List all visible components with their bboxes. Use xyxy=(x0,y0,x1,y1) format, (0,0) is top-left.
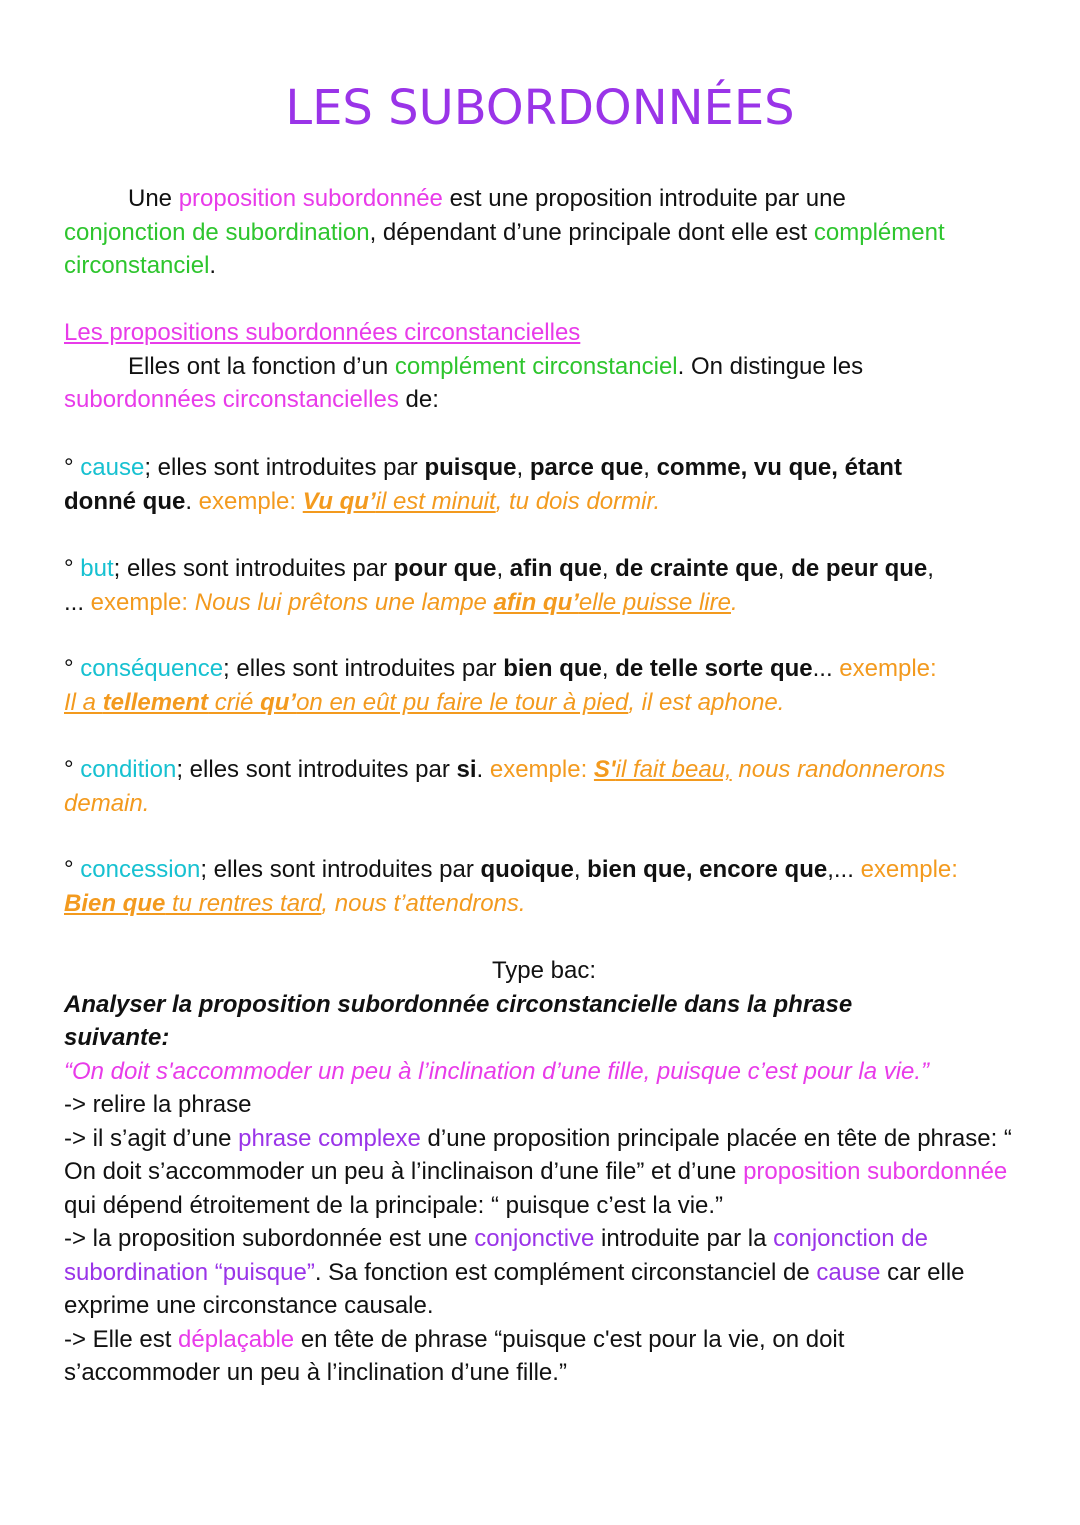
item-text: , xyxy=(516,454,530,481)
intro-text: Une xyxy=(128,185,179,212)
list-item-consequence xyxy=(64,652,1024,719)
keyword: parce que xyxy=(529,454,644,481)
term-phrase-complexe: phrase complexe xyxy=(238,1124,421,1152)
type-concession: concession xyxy=(80,856,201,883)
bac-question: Analyser la proposition subordonnée circonstancielle dans la phrase suivante: xyxy=(64,990,853,1051)
example-text: , il est aphone. xyxy=(628,688,785,716)
item-text: ... xyxy=(812,655,840,682)
bac-step-2 xyxy=(64,1122,1024,1223)
section-text: . On distingue les xyxy=(677,352,864,380)
intro-text: est une proposition introduite par une xyxy=(442,185,846,212)
item-text: , xyxy=(927,555,934,582)
term-complement-circonstanciel: complément circonstanciel xyxy=(394,352,678,380)
item-text: . xyxy=(476,756,490,783)
ellipsis: ... xyxy=(64,588,91,616)
bac-step-4 xyxy=(64,1323,904,1390)
bullet-icon: ° xyxy=(64,856,81,883)
term-proposition-subordonnee: proposition subordonnée xyxy=(743,1158,1008,1185)
example-conjunction: S' xyxy=(593,756,616,783)
term-cause: cause xyxy=(816,1258,881,1286)
item-text: , xyxy=(496,555,510,582)
example-subordinate: il fait beau, xyxy=(615,756,732,783)
example-text: crié xyxy=(208,688,261,716)
list-item-condition xyxy=(64,753,1024,820)
example-text: Nous lui prêtons une lampe xyxy=(194,588,494,616)
example-subordinate: tu rentres tard xyxy=(165,889,322,917)
step-text: . Sa fonction est complément circonstanciel de xyxy=(314,1258,817,1286)
item-text: ; elles sont introduites par xyxy=(113,555,394,582)
bullet-icon: ° xyxy=(64,756,81,783)
bullet-icon: ° xyxy=(64,555,81,582)
example-label: exemple: xyxy=(839,655,937,682)
keyword: de telle sorte que xyxy=(615,655,813,682)
bac-section xyxy=(64,954,1024,1390)
list-item-cause xyxy=(64,451,1024,518)
example-text: , nous t’attendrons. xyxy=(321,889,526,917)
item-text: , xyxy=(573,856,588,883)
type-condition: condition xyxy=(80,756,177,783)
keyword: quoique xyxy=(480,856,574,883)
term-circonstanciel: circonstanciel xyxy=(64,252,210,279)
step-text: qui dépend étroitement de la principale: “ puisque c’est la vie.” xyxy=(64,1191,724,1219)
section-text: Elles ont la fonction d’un xyxy=(128,352,395,380)
example-label: exemple: xyxy=(198,487,303,515)
term-conjonction-subordination: conjonction de subordination “puisque” xyxy=(64,1225,928,1286)
item-text: ; elles sont introduites par xyxy=(223,655,504,682)
keyword: afin que xyxy=(509,555,602,582)
page-title: LES SUBORDONNÉES xyxy=(285,80,795,136)
item-text: , xyxy=(777,555,792,582)
step-text: introduite par la xyxy=(594,1225,774,1252)
term-conjonction-subordination: conjonction de subordination xyxy=(64,218,370,246)
list-item-but xyxy=(64,552,1024,619)
keyword: donné que xyxy=(64,487,186,515)
intro-text: , dépendant d’une principale dont elle est xyxy=(369,218,814,246)
term-conjonctive: conjonctive xyxy=(474,1225,595,1252)
example-text: , tu dois dormir. xyxy=(495,487,661,515)
bullet-icon: ° xyxy=(64,655,81,682)
bac-quote: “On doit s'accommoder un peu à l’inclination d’une fille, puisque c’est pour la vie.” xyxy=(64,1057,930,1085)
keyword: puisque xyxy=(424,454,517,481)
example-subordinate: il est minuit xyxy=(375,487,496,515)
type-cause: cause xyxy=(80,454,145,481)
keyword: de crainte que xyxy=(615,555,778,582)
bac-heading: Type bac: xyxy=(491,957,597,984)
item-text: . xyxy=(185,487,199,515)
intro-paragraph xyxy=(64,182,1024,283)
keyword: de peur que xyxy=(791,555,928,582)
example-text: Il a xyxy=(64,688,103,716)
list-item-concession xyxy=(64,853,1024,920)
item-text: , xyxy=(643,454,657,481)
step-text: car elle exprime une circonstance causale. xyxy=(64,1258,965,1319)
keyword: comme, vu que, étant xyxy=(656,454,902,481)
bac-step-3 xyxy=(64,1222,984,1323)
keyword: si xyxy=(456,756,477,783)
example-text: demain. xyxy=(64,789,150,817)
item-text: ; elles sont introduites par xyxy=(200,856,481,883)
keyword: bien que xyxy=(503,655,602,682)
section-circonstancielles xyxy=(64,316,1024,417)
keyword: pour que xyxy=(393,555,497,582)
example-label: exemple: xyxy=(90,588,195,616)
term-complement: complément xyxy=(813,218,945,246)
example-conjunction: tellement xyxy=(102,688,209,716)
section-text: de: xyxy=(398,386,439,413)
bac-step-1: -> relire la phrase xyxy=(64,1091,252,1118)
item-text: ; elles sont introduites par xyxy=(176,756,457,783)
step-text: -> Elle est xyxy=(64,1325,179,1353)
term-deplacable: déplaçable xyxy=(178,1325,295,1353)
section-heading: Les propositions subordonnées circonstancielles xyxy=(64,319,581,346)
item-text: ; elles sont introduites par xyxy=(144,454,425,481)
step-text: d’une proposition principale placée en tête de phrase: “ On doit s’accommoder un peu à l’inclinaison d’une file” et d’une xyxy=(64,1124,1012,1185)
intro-text: . xyxy=(209,252,217,279)
bullet-icon: ° xyxy=(64,454,81,481)
item-text: , xyxy=(601,555,616,582)
type-but: but xyxy=(80,555,114,582)
example-conjunction: Bien que xyxy=(64,889,166,917)
example-text: . xyxy=(730,588,738,616)
example-conjunction: Vu qu’ xyxy=(302,487,376,515)
step-text: en tête de phrase “puisque c'est pour la vie, on doit s’accommoder un peu à l’inclination d’une fille.” xyxy=(64,1325,845,1386)
keyword: bien que, encore que xyxy=(587,856,828,883)
item-text: ,... xyxy=(827,856,861,883)
example-conjunction: qu’ xyxy=(260,688,297,716)
example-conjunction: afin qu’ xyxy=(493,588,579,616)
example-label: exemple: xyxy=(489,756,594,783)
example-subordinate: on en eût pu faire le tour à pied xyxy=(296,688,629,716)
term-subordonnees-circonstancielles: subordonnées circonstancielles xyxy=(64,386,399,413)
type-consequence: conséquence xyxy=(80,655,224,682)
example-text: nous randonnerons xyxy=(731,756,946,783)
term-proposition-subordonnee: proposition subordonnée xyxy=(178,185,443,212)
item-text: , xyxy=(601,655,616,682)
step-text: -> il s’agit d’une xyxy=(64,1124,239,1152)
example-label: exemple: xyxy=(860,856,958,883)
step-text: -> la proposition subordonnée est une xyxy=(64,1225,475,1252)
example-subordinate: elle puisse lire xyxy=(578,588,731,616)
